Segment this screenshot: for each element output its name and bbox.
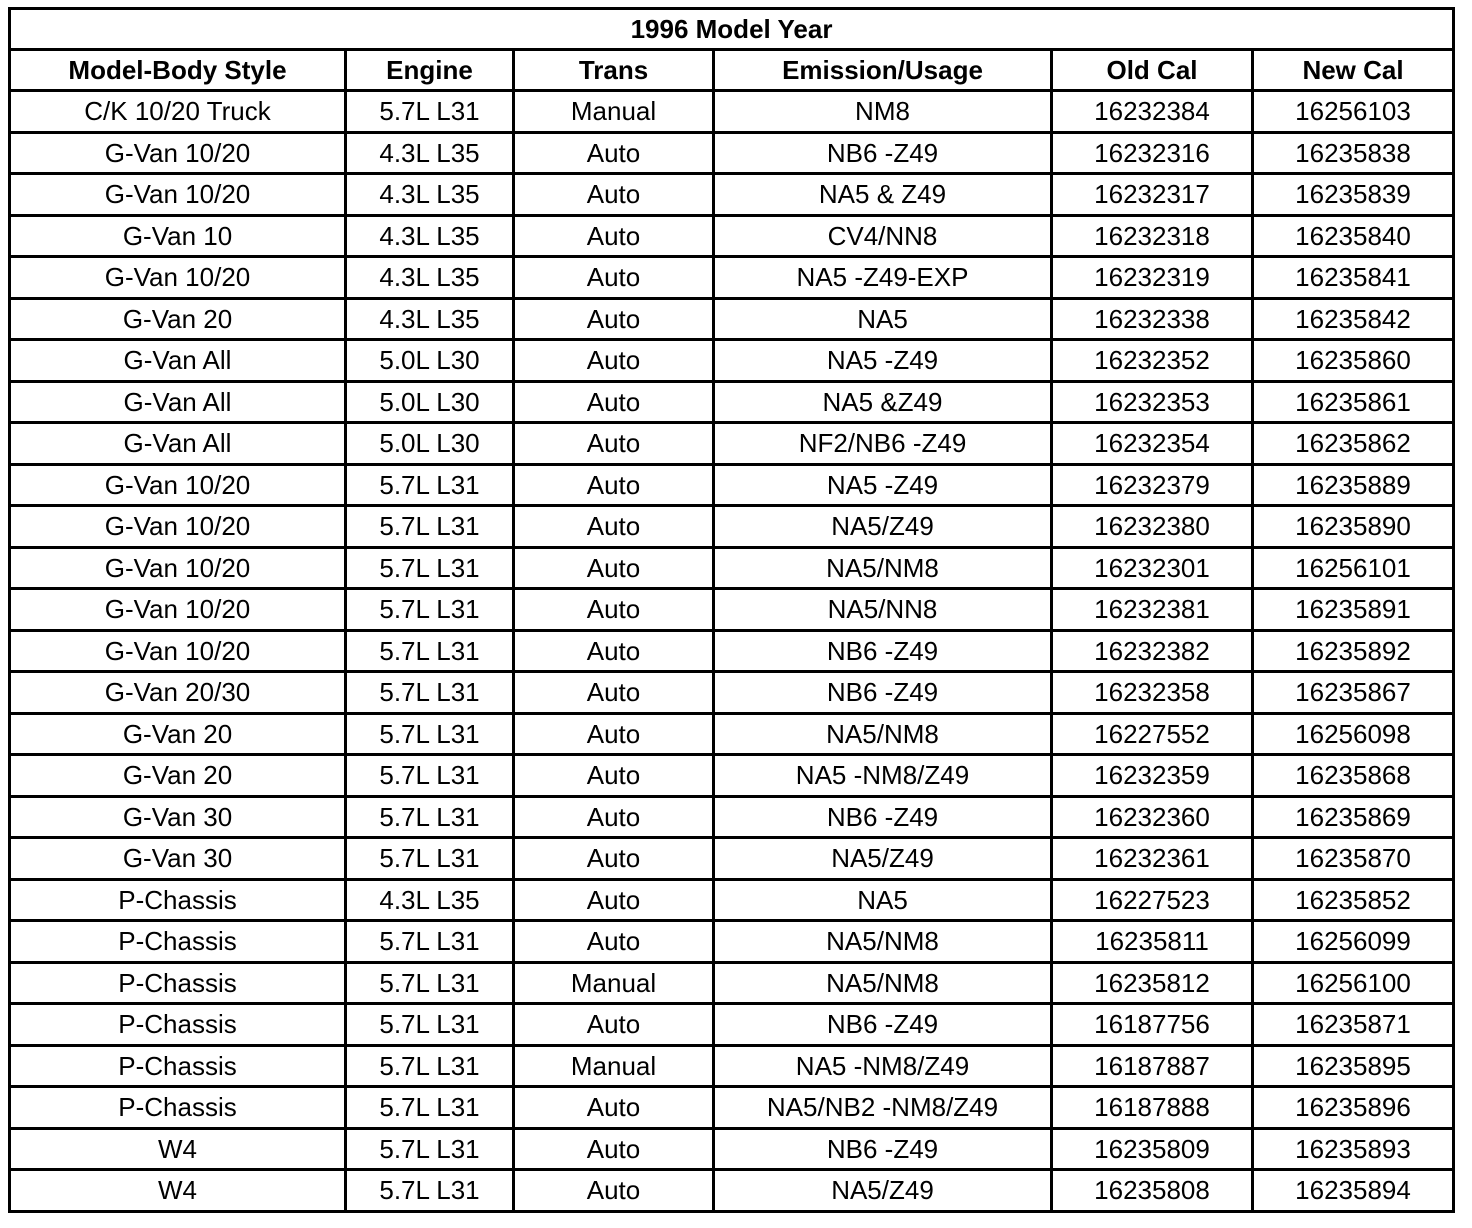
cell-engine: 4.3L L35 bbox=[346, 257, 514, 299]
table-row bbox=[10, 838, 1454, 880]
cell-emission-usage: CV4/NN8 bbox=[714, 215, 1052, 257]
table-head bbox=[10, 9, 1454, 91]
cell-old-cal: 16227552 bbox=[1052, 713, 1253, 755]
cell-emission-usage: NA5/NB2 -NM8/Z49 bbox=[714, 1087, 1052, 1129]
cell-emission-usage: NA5/Z49 bbox=[714, 506, 1052, 548]
cell-engine: 5.7L L31 bbox=[346, 838, 514, 880]
cell-trans: Auto bbox=[514, 506, 714, 548]
cell-trans: Auto bbox=[514, 298, 714, 340]
cell-trans: Auto bbox=[514, 423, 714, 465]
cell-engine: 4.3L L35 bbox=[346, 879, 514, 921]
table-row bbox=[10, 921, 1454, 963]
column-header-old-cal: Old Cal bbox=[1052, 50, 1253, 91]
cell-new-cal: 16235891 bbox=[1253, 589, 1454, 631]
cell-model-body-style: P-Chassis bbox=[10, 1045, 346, 1087]
cell-old-cal: 16232352 bbox=[1052, 340, 1253, 382]
cell-new-cal: 16235896 bbox=[1253, 1087, 1454, 1129]
cell-emission-usage: NA5/Z49 bbox=[714, 838, 1052, 880]
cell-model-body-style: G-Van 10 bbox=[10, 215, 346, 257]
cell-model-body-style: G-Van 10/20 bbox=[10, 132, 346, 174]
cell-model-body-style: G-Van 20 bbox=[10, 755, 346, 797]
cell-old-cal: 16232380 bbox=[1052, 506, 1253, 548]
cell-engine: 5.7L L31 bbox=[346, 672, 514, 714]
table-row bbox=[10, 340, 1454, 382]
table-title: 1996 Model Year bbox=[10, 9, 1454, 50]
table-row bbox=[10, 1087, 1454, 1129]
cell-emission-usage: NA5 -Z49 bbox=[714, 464, 1052, 506]
table-row bbox=[10, 91, 1454, 133]
cell-new-cal: 16235892 bbox=[1253, 630, 1454, 672]
cell-emission-usage: NA5/NM8 bbox=[714, 962, 1052, 1004]
cell-engine: 5.0L L30 bbox=[346, 423, 514, 465]
cell-model-body-style: G-Van 20 bbox=[10, 298, 346, 340]
table-row bbox=[10, 1128, 1454, 1170]
cell-new-cal: 16235871 bbox=[1253, 1004, 1454, 1046]
cell-new-cal: 16256100 bbox=[1253, 962, 1454, 1004]
cell-old-cal: 16187888 bbox=[1052, 1087, 1253, 1129]
table-row bbox=[10, 1004, 1454, 1046]
cell-old-cal: 16232316 bbox=[1052, 132, 1253, 174]
cell-trans: Auto bbox=[514, 257, 714, 299]
cell-model-body-style: G-Van 10/20 bbox=[10, 174, 346, 216]
cell-new-cal: 16256103 bbox=[1253, 91, 1454, 133]
cell-trans: Auto bbox=[514, 1170, 714, 1212]
cell-old-cal: 16232384 bbox=[1052, 91, 1253, 133]
cell-model-body-style: P-Chassis bbox=[10, 962, 346, 1004]
cell-model-body-style: W4 bbox=[10, 1170, 346, 1212]
cell-old-cal: 16232382 bbox=[1052, 630, 1253, 672]
cell-engine: 5.7L L31 bbox=[346, 713, 514, 755]
cell-trans: Auto bbox=[514, 1128, 714, 1170]
cell-emission-usage: NA5/NM8 bbox=[714, 713, 1052, 755]
cell-model-body-style: W4 bbox=[10, 1128, 346, 1170]
table-row bbox=[10, 381, 1454, 423]
cell-trans: Manual bbox=[514, 91, 714, 133]
table-row bbox=[10, 879, 1454, 921]
cell-old-cal: 16232361 bbox=[1052, 838, 1253, 880]
cell-old-cal: 16187756 bbox=[1052, 1004, 1253, 1046]
cell-trans: Auto bbox=[514, 174, 714, 216]
cell-trans: Auto bbox=[514, 838, 714, 880]
cell-new-cal: 16235870 bbox=[1253, 838, 1454, 880]
table-row bbox=[10, 589, 1454, 631]
cell-emission-usage: NA5/Z49 bbox=[714, 1170, 1052, 1212]
cell-emission-usage: NA5 bbox=[714, 879, 1052, 921]
table-row bbox=[10, 1045, 1454, 1087]
cell-emission-usage: NB6 -Z49 bbox=[714, 796, 1052, 838]
cell-engine: 5.7L L31 bbox=[346, 1128, 514, 1170]
cell-new-cal: 16235889 bbox=[1253, 464, 1454, 506]
column-header-trans: Trans bbox=[514, 50, 714, 91]
cell-model-body-style: G-Van 20 bbox=[10, 713, 346, 755]
cell-new-cal: 16235868 bbox=[1253, 755, 1454, 797]
cell-new-cal: 16235861 bbox=[1253, 381, 1454, 423]
cell-trans: Auto bbox=[514, 921, 714, 963]
cell-trans: Auto bbox=[514, 215, 714, 257]
cell-engine: 5.7L L31 bbox=[346, 506, 514, 548]
cell-engine: 5.7L L31 bbox=[346, 755, 514, 797]
cell-emission-usage: NA5 & Z49 bbox=[714, 174, 1052, 216]
cell-old-cal: 16232338 bbox=[1052, 298, 1253, 340]
cell-engine: 4.3L L35 bbox=[346, 298, 514, 340]
cell-engine: 5.0L L30 bbox=[346, 381, 514, 423]
cell-new-cal: 16235839 bbox=[1253, 174, 1454, 216]
cell-engine: 5.7L L31 bbox=[346, 962, 514, 1004]
cell-model-body-style: G-Van All bbox=[10, 340, 346, 382]
table-row bbox=[10, 174, 1454, 216]
cell-old-cal: 16232358 bbox=[1052, 672, 1253, 714]
cell-engine: 5.7L L31 bbox=[346, 1170, 514, 1212]
column-header-engine: Engine bbox=[346, 50, 514, 91]
table-row bbox=[10, 215, 1454, 257]
cell-new-cal: 16235860 bbox=[1253, 340, 1454, 382]
cell-new-cal: 16235869 bbox=[1253, 796, 1454, 838]
cell-emission-usage: NA5 bbox=[714, 298, 1052, 340]
cell-trans: Auto bbox=[514, 381, 714, 423]
cell-engine: 5.7L L31 bbox=[346, 91, 514, 133]
cell-new-cal: 16235840 bbox=[1253, 215, 1454, 257]
cell-engine: 5.7L L31 bbox=[346, 1004, 514, 1046]
cell-model-body-style: G-Van 10/20 bbox=[10, 506, 346, 548]
cell-model-body-style: G-Van 20/30 bbox=[10, 672, 346, 714]
cell-emission-usage: NA5 -NM8/Z49 bbox=[714, 1045, 1052, 1087]
column-header-model-body-style: Model-Body Style bbox=[10, 50, 346, 91]
cell-emission-usage: NF2/NB6 -Z49 bbox=[714, 423, 1052, 465]
cell-new-cal: 16235842 bbox=[1253, 298, 1454, 340]
cell-trans: Auto bbox=[514, 1087, 714, 1129]
cell-old-cal: 16232317 bbox=[1052, 174, 1253, 216]
cell-emission-usage: NB6 -Z49 bbox=[714, 630, 1052, 672]
table-row bbox=[10, 672, 1454, 714]
cell-emission-usage: NA5 -Z49-EXP bbox=[714, 257, 1052, 299]
cell-old-cal: 16227523 bbox=[1052, 879, 1253, 921]
table-row bbox=[10, 423, 1454, 465]
table-row bbox=[10, 506, 1454, 548]
table-row bbox=[10, 464, 1454, 506]
cell-trans: Auto bbox=[514, 589, 714, 631]
table-row bbox=[10, 547, 1454, 589]
cell-old-cal: 16232354 bbox=[1052, 423, 1253, 465]
cell-new-cal: 16235894 bbox=[1253, 1170, 1454, 1212]
cell-new-cal: 16235895 bbox=[1253, 1045, 1454, 1087]
cell-engine: 5.7L L31 bbox=[346, 921, 514, 963]
cell-old-cal: 16232360 bbox=[1052, 796, 1253, 838]
cell-model-body-style: P-Chassis bbox=[10, 879, 346, 921]
cell-trans: Auto bbox=[514, 796, 714, 838]
cell-new-cal: 16256101 bbox=[1253, 547, 1454, 589]
cell-model-body-style: G-Van 10/20 bbox=[10, 547, 346, 589]
cell-trans: Auto bbox=[514, 713, 714, 755]
cell-emission-usage: NB6 -Z49 bbox=[714, 1128, 1052, 1170]
cell-emission-usage: NA5 &Z49 bbox=[714, 381, 1052, 423]
cell-engine: 5.7L L31 bbox=[346, 547, 514, 589]
cell-old-cal: 16232318 bbox=[1052, 215, 1253, 257]
column-header-emission-usage: Emission/Usage bbox=[714, 50, 1052, 91]
cell-trans: Auto bbox=[514, 464, 714, 506]
cell-trans: Auto bbox=[514, 672, 714, 714]
cell-model-body-style: P-Chassis bbox=[10, 1004, 346, 1046]
cell-new-cal: 16235893 bbox=[1253, 1128, 1454, 1170]
cell-old-cal: 16232359 bbox=[1052, 755, 1253, 797]
cell-trans: Auto bbox=[514, 630, 714, 672]
cell-emission-usage: NA5/NN8 bbox=[714, 589, 1052, 631]
cell-trans: Manual bbox=[514, 1045, 714, 1087]
title-row bbox=[10, 9, 1454, 50]
header-row bbox=[10, 50, 1454, 91]
table-row bbox=[10, 962, 1454, 1004]
cell-new-cal: 16235838 bbox=[1253, 132, 1454, 174]
cell-model-body-style: C/K 10/20 Truck bbox=[10, 91, 346, 133]
table-row bbox=[10, 257, 1454, 299]
cell-new-cal: 16235862 bbox=[1253, 423, 1454, 465]
cell-engine: 5.0L L30 bbox=[346, 340, 514, 382]
cell-engine: 5.7L L31 bbox=[346, 1087, 514, 1129]
cell-engine: 4.3L L35 bbox=[346, 215, 514, 257]
cell-old-cal: 16235811 bbox=[1052, 921, 1253, 963]
cell-engine: 4.3L L35 bbox=[346, 174, 514, 216]
cell-emission-usage: NB6 -Z49 bbox=[714, 132, 1052, 174]
column-header-new-cal: New Cal bbox=[1253, 50, 1454, 91]
table-body bbox=[10, 91, 1454, 1212]
cell-model-body-style: G-Van 10/20 bbox=[10, 257, 346, 299]
cell-engine: 5.7L L31 bbox=[346, 589, 514, 631]
cell-old-cal: 16235808 bbox=[1052, 1170, 1253, 1212]
cell-new-cal: 16235841 bbox=[1253, 257, 1454, 299]
table-row bbox=[10, 630, 1454, 672]
cell-emission-usage: NA5 -Z49 bbox=[714, 340, 1052, 382]
table-row bbox=[10, 713, 1454, 755]
cell-trans: Auto bbox=[514, 879, 714, 921]
cell-engine: 4.3L L35 bbox=[346, 132, 514, 174]
cell-trans: Auto bbox=[514, 547, 714, 589]
cell-trans: Auto bbox=[514, 755, 714, 797]
cell-trans: Auto bbox=[514, 340, 714, 382]
cell-model-body-style: G-Van All bbox=[10, 381, 346, 423]
cell-emission-usage: NA5/NM8 bbox=[714, 921, 1052, 963]
cell-old-cal: 16187887 bbox=[1052, 1045, 1253, 1087]
cell-model-body-style: P-Chassis bbox=[10, 921, 346, 963]
cell-old-cal: 16232379 bbox=[1052, 464, 1253, 506]
cell-model-body-style: G-Van 10/20 bbox=[10, 630, 346, 672]
cell-engine: 5.7L L31 bbox=[346, 464, 514, 506]
cell-new-cal: 16235890 bbox=[1253, 506, 1454, 548]
cell-old-cal: 16235812 bbox=[1052, 962, 1253, 1004]
cell-emission-usage: NA5/NM8 bbox=[714, 547, 1052, 589]
table-row bbox=[10, 755, 1454, 797]
table-row bbox=[10, 1170, 1454, 1212]
calibration-table bbox=[8, 7, 1455, 1213]
cell-trans: Manual bbox=[514, 962, 714, 1004]
cell-emission-usage: NM8 bbox=[714, 91, 1052, 133]
table-row bbox=[10, 796, 1454, 838]
cell-model-body-style: G-Van 10/20 bbox=[10, 589, 346, 631]
cell-old-cal: 16232319 bbox=[1052, 257, 1253, 299]
cell-model-body-style: P-Chassis bbox=[10, 1087, 346, 1129]
cell-emission-usage: NB6 -Z49 bbox=[714, 1004, 1052, 1046]
cell-model-body-style: G-Van 10/20 bbox=[10, 464, 346, 506]
table-row bbox=[10, 298, 1454, 340]
cell-new-cal: 16256098 bbox=[1253, 713, 1454, 755]
table-row bbox=[10, 132, 1454, 174]
cell-new-cal: 16235852 bbox=[1253, 879, 1454, 921]
cell-new-cal: 16256099 bbox=[1253, 921, 1454, 963]
cell-engine: 5.7L L31 bbox=[346, 1045, 514, 1087]
cell-model-body-style: G-Van All bbox=[10, 423, 346, 465]
cell-emission-usage: NB6 -Z49 bbox=[714, 672, 1052, 714]
cell-old-cal: 16232301 bbox=[1052, 547, 1253, 589]
cell-old-cal: 16232353 bbox=[1052, 381, 1253, 423]
cell-emission-usage: NA5 -NM8/Z49 bbox=[714, 755, 1052, 797]
cell-trans: Auto bbox=[514, 1004, 714, 1046]
cell-model-body-style: G-Van 30 bbox=[10, 796, 346, 838]
cell-old-cal: 16232381 bbox=[1052, 589, 1253, 631]
cell-trans: Auto bbox=[514, 132, 714, 174]
cell-new-cal: 16235867 bbox=[1253, 672, 1454, 714]
cell-old-cal: 16235809 bbox=[1052, 1128, 1253, 1170]
calibration-document bbox=[8, 7, 1452, 1213]
cell-engine: 5.7L L31 bbox=[346, 630, 514, 672]
cell-engine: 5.7L L31 bbox=[346, 796, 514, 838]
cell-model-body-style: G-Van 30 bbox=[10, 838, 346, 880]
